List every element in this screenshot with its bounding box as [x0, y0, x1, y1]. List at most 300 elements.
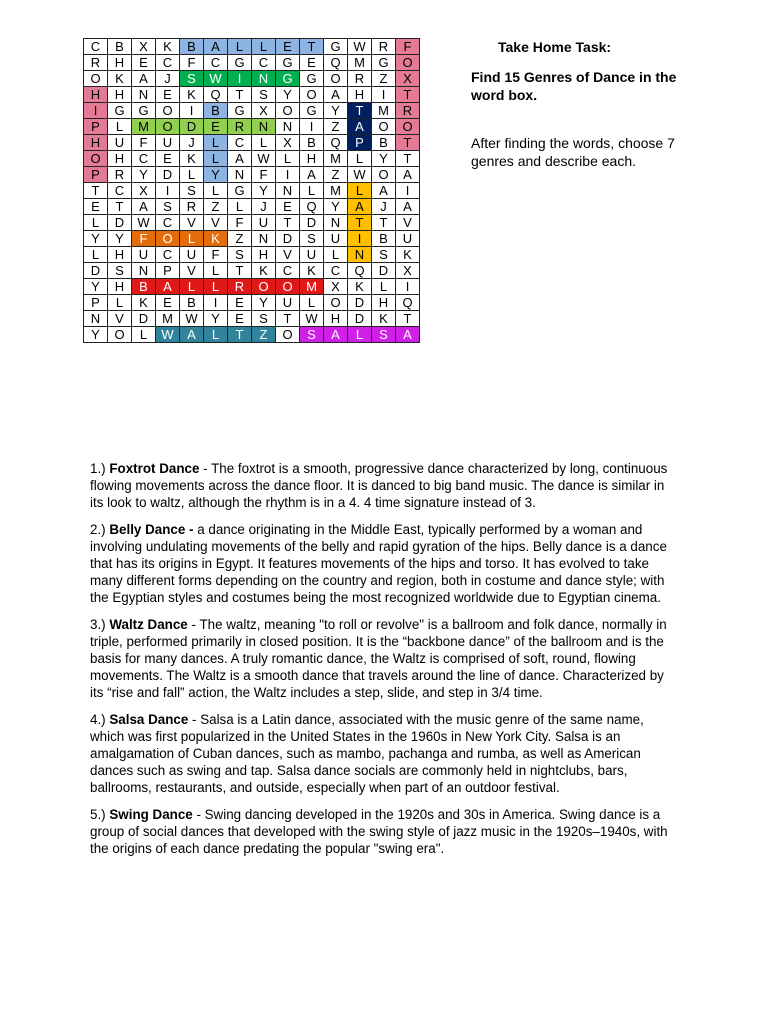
grid-cell: Y [84, 279, 108, 295]
grid-cell: A [180, 327, 204, 343]
grid-cell: H [348, 87, 372, 103]
grid-cell: B [300, 135, 324, 151]
grid-cell: G [372, 55, 396, 71]
grid-cell: T [348, 215, 372, 231]
grid-cell: Y [108, 231, 132, 247]
grid-cell: C [156, 247, 180, 263]
grid-cell: O [156, 119, 180, 135]
grid-row [84, 151, 420, 167]
grid-cell: B [132, 279, 156, 295]
grid-row [84, 71, 420, 87]
grid-cell: K [180, 151, 204, 167]
task-subheading: Find 15 Genres of Dance in the word box. [471, 69, 677, 103]
grid-row [84, 103, 420, 119]
grid-cell: I [276, 167, 300, 183]
grid-cell: F [228, 215, 252, 231]
grid-row [84, 215, 420, 231]
grid-cell: L [204, 151, 228, 167]
grid-cell: N [324, 215, 348, 231]
grid-row [84, 135, 420, 151]
grid-cell: A [396, 167, 420, 183]
grid-cell: C [228, 135, 252, 151]
grid-cell: K [348, 279, 372, 295]
task-instruction: After finding the words, choose 7 genres and describe each. [471, 135, 675, 169]
grid-row [84, 167, 420, 183]
grid-cell: K [300, 263, 324, 279]
grid-cell: U [252, 215, 276, 231]
item-separator: - [188, 712, 201, 727]
grid-cell: L [180, 279, 204, 295]
essay-item [90, 806, 680, 857]
grid-cell: O [276, 279, 300, 295]
grid-cell: S [372, 327, 396, 343]
grid-cell: T [396, 135, 420, 151]
grid-cell: S [300, 231, 324, 247]
grid-cell: K [372, 311, 396, 327]
grid-cell: V [204, 215, 228, 231]
grid-cell: K [396, 247, 420, 263]
grid-cell: X [132, 39, 156, 55]
grid-cell: L [180, 231, 204, 247]
grid-cell: T [228, 263, 252, 279]
grid-cell: I [204, 295, 228, 311]
grid-cell: B [372, 231, 396, 247]
grid-cell: L [204, 279, 228, 295]
grid-cell: L [324, 247, 348, 263]
grid-cell: Q [204, 87, 228, 103]
grid-cell: D [348, 311, 372, 327]
grid-cell: O [396, 119, 420, 135]
grid-cell: A [372, 183, 396, 199]
grid-cell: O [108, 327, 132, 343]
grid-cell: N [276, 119, 300, 135]
grid-cell: L [348, 183, 372, 199]
grid-cell: M [132, 119, 156, 135]
grid-cell: J [156, 71, 180, 87]
grid-row [84, 87, 420, 103]
grid-cell: G [300, 71, 324, 87]
grid-cell: S [156, 199, 180, 215]
item-separator: - [187, 617, 200, 632]
grid-cell: G [300, 103, 324, 119]
grid-cell: H [108, 55, 132, 71]
item-number: 4.) [90, 712, 106, 727]
grid-cell: C [324, 263, 348, 279]
item-number: 3.) [90, 617, 106, 632]
grid-cell: L [204, 135, 228, 151]
grid-cell: Y [204, 167, 228, 183]
grid-cell: X [324, 279, 348, 295]
grid-cell: Y [84, 327, 108, 343]
grid-cell: U [132, 247, 156, 263]
grid-cell: E [276, 39, 300, 55]
grid-cell: Z [204, 199, 228, 215]
grid-cell: O [300, 87, 324, 103]
grid-cell: G [228, 55, 252, 71]
grid-cell: Q [300, 199, 324, 215]
grid-cell: Z [228, 231, 252, 247]
grid-cell: T [108, 199, 132, 215]
grid-cell: H [372, 295, 396, 311]
grid-cell: P [84, 119, 108, 135]
grid-cell: R [396, 103, 420, 119]
essay-item [90, 521, 680, 606]
grid-cell: L [108, 295, 132, 311]
grid-cell: Q [324, 55, 348, 71]
grid-cell: A [156, 279, 180, 295]
grid-cell: Z [372, 71, 396, 87]
grid-cell: T [276, 311, 300, 327]
grid-cell: J [252, 199, 276, 215]
grid-cell: L [228, 199, 252, 215]
grid-cell: H [108, 87, 132, 103]
grid-cell: T [228, 87, 252, 103]
grid-cell: L [204, 183, 228, 199]
word-search-grid [83, 38, 420, 343]
grid-row [84, 199, 420, 215]
grid-cell: A [204, 39, 228, 55]
grid-cell: E [84, 199, 108, 215]
grid-cell: D [300, 215, 324, 231]
grid-cell: W [204, 71, 228, 87]
grid-cell: X [252, 103, 276, 119]
grid-cell: Z [324, 119, 348, 135]
grid-cell: Y [372, 151, 396, 167]
grid-cell: T [84, 183, 108, 199]
grid-cell: E [228, 295, 252, 311]
grid-cell: E [228, 311, 252, 327]
grid-cell: W [348, 39, 372, 55]
grid-cell: V [180, 215, 204, 231]
grid-cell: N [84, 311, 108, 327]
grid-cell: P [156, 263, 180, 279]
grid-cell: K [108, 71, 132, 87]
grid-row [84, 279, 420, 295]
grid-cell: D [348, 295, 372, 311]
grid-cell: R [348, 71, 372, 87]
grid-cell: H [108, 247, 132, 263]
grid-cell: S [372, 247, 396, 263]
grid-cell: T [396, 151, 420, 167]
grid-cell: Y [324, 103, 348, 119]
grid-row [84, 295, 420, 311]
grid-cell: E [132, 55, 156, 71]
grid-cell: F [132, 135, 156, 151]
grid-cell: A [348, 199, 372, 215]
grid-cell: A [228, 151, 252, 167]
grid-cell: M [156, 311, 180, 327]
grid-cell: V [108, 311, 132, 327]
grid-cell: N [132, 87, 156, 103]
grid-cell: M [324, 151, 348, 167]
grid-cell: X [132, 183, 156, 199]
grid-cell: P [84, 167, 108, 183]
grid-cell: W [300, 311, 324, 327]
grid-cell: C [204, 55, 228, 71]
item-text: a dance originating in the Middle East, typically performed by a woman and involving undulating movements of the belly and rapid gyration of the hips. Belly dance is a dance that has its origins in Egypt. It features movements of the hips and torso. It has evolved to take many different forms depending on the country and region, both in costume and dance style; with the Egyptian styles and costumes being the most recognized worldwide due to Egyptian cinema. [90, 522, 667, 605]
grid-cell: O [324, 295, 348, 311]
grid-cell: L [204, 263, 228, 279]
grid-cell: N [348, 247, 372, 263]
grid-cell: F [132, 231, 156, 247]
grid-cell: Y [252, 183, 276, 199]
grid-cell: D [132, 311, 156, 327]
grid-cell: Y [324, 199, 348, 215]
grid-cell: S [252, 87, 276, 103]
grid-cell: C [132, 151, 156, 167]
grid-cell: I [300, 119, 324, 135]
grid-cell: L [84, 247, 108, 263]
grid-cell: N [228, 167, 252, 183]
grid-row [84, 183, 420, 199]
grid-cell: G [228, 103, 252, 119]
grid-cell: U [276, 295, 300, 311]
grid-cell: C [276, 263, 300, 279]
grid-cell: R [84, 55, 108, 71]
grid-cell: A [132, 199, 156, 215]
grid-cell: O [252, 279, 276, 295]
grid-cell: A [396, 199, 420, 215]
grid-cell: W [348, 167, 372, 183]
grid-cell: H [84, 135, 108, 151]
grid-cell: G [132, 103, 156, 119]
grid-cell: D [372, 263, 396, 279]
item-title: Waltz Dance [109, 617, 188, 632]
grid-cell: E [156, 87, 180, 103]
grid-cell: B [180, 39, 204, 55]
grid-cell: L [180, 167, 204, 183]
grid-cell: Q [348, 263, 372, 279]
grid-cell: N [252, 231, 276, 247]
grid-cell: M [324, 183, 348, 199]
grid-row [84, 55, 420, 71]
grid-cell: Y [132, 167, 156, 183]
grid-cell: O [156, 103, 180, 119]
grid-cell: V [276, 247, 300, 263]
grid-cell: L [300, 183, 324, 199]
grid-cell: E [276, 199, 300, 215]
grid-cell: I [228, 71, 252, 87]
task-heading: Take Home Task: [498, 39, 612, 55]
grid-row [84, 311, 420, 327]
grid-cell: E [204, 119, 228, 135]
grid-cell: B [180, 295, 204, 311]
grid-cell: G [276, 55, 300, 71]
grid-cell: A [396, 327, 420, 343]
grid-cell: U [396, 231, 420, 247]
grid-cell: I [396, 279, 420, 295]
grid-cell: Z [324, 167, 348, 183]
grid-cell: D [108, 215, 132, 231]
grid-cell: I [84, 103, 108, 119]
grid-cell: T [396, 87, 420, 103]
item-text: The waltz, meaning "to roll or revolve" is a ballroom and folk dance, normally in triple, performed primarily in closed position. It is the “backbone dance” of the ballroom and is the basis for many dances. A truly romantic dance, the Waltz is comprised of soft, round, flowing movements. The Waltz is a smooth dance that travels around the line of dance. Characterized by its “rise and fall” action, the Waltz includes a step, slide, and step in 3/4 time. [90, 617, 667, 700]
grid-cell: C [108, 183, 132, 199]
grid-cell: X [276, 135, 300, 151]
grid-cell: E [156, 295, 180, 311]
grid-cell: J [180, 135, 204, 151]
grid-cell: K [180, 87, 204, 103]
grid-cell: I [396, 183, 420, 199]
grid-cell: O [396, 55, 420, 71]
grid-cell: C [252, 55, 276, 71]
grid-cell: F [180, 55, 204, 71]
grid-cell: F [204, 247, 228, 263]
grid-cell: K [252, 263, 276, 279]
grid-cell: H [324, 311, 348, 327]
grid-cell: I [180, 103, 204, 119]
grid-cell: S [108, 263, 132, 279]
grid-cell: T [276, 215, 300, 231]
grid-cell: H [108, 279, 132, 295]
essay-item [90, 711, 680, 796]
grid-cell: W [252, 151, 276, 167]
grid-cell: H [84, 87, 108, 103]
grid-cell: G [324, 39, 348, 55]
grid-row [84, 119, 420, 135]
grid-cell: V [180, 263, 204, 279]
grid-cell: B [372, 135, 396, 151]
grid-cell: E [300, 55, 324, 71]
grid-cell: O [372, 167, 396, 183]
item-text: Swing dancing developed in the 1920s and 30s in America. Swing dance is a group of social dances that developed with the swing style of jazz music in the 1920s–1940s, with the origins of each dance predating the popular "swing era". [90, 807, 668, 856]
grid-cell: N [252, 71, 276, 87]
grid-cell: E [156, 151, 180, 167]
grid-cell: S [180, 183, 204, 199]
item-title: Swing Dance [109, 807, 193, 822]
grid-cell: U [108, 135, 132, 151]
grid-cell: F [396, 39, 420, 55]
grid-cell: L [348, 151, 372, 167]
grid-cell: T [300, 39, 324, 55]
grid-cell: P [348, 135, 372, 151]
grid-cell: M [372, 103, 396, 119]
grid-cell: H [108, 151, 132, 167]
grid-cell: A [300, 167, 324, 183]
grid-cell: W [132, 215, 156, 231]
grid-cell: O [372, 119, 396, 135]
grid-cell: L [276, 151, 300, 167]
grid-cell: Y [276, 87, 300, 103]
grid-row [84, 327, 420, 343]
dance-descriptions [90, 460, 680, 867]
grid-cell: R [228, 119, 252, 135]
grid-cell: W [156, 327, 180, 343]
grid-cell: S [228, 247, 252, 263]
grid-cell: L [204, 327, 228, 343]
grid-cell: B [108, 39, 132, 55]
grid-cell: L [372, 279, 396, 295]
grid-cell: D [84, 263, 108, 279]
task-panel [471, 38, 691, 170]
grid-cell: D [180, 119, 204, 135]
grid-cell: O [156, 231, 180, 247]
grid-cell: T [396, 311, 420, 327]
grid-cell: T [348, 103, 372, 119]
grid-row [84, 231, 420, 247]
grid-cell: U [180, 247, 204, 263]
grid-cell: L [348, 327, 372, 343]
grid-cell: R [372, 39, 396, 55]
grid-cell: L [300, 295, 324, 311]
grid-cell: A [132, 71, 156, 87]
item-separator: - [199, 461, 212, 476]
grid-cell: Y [204, 311, 228, 327]
grid-cell: L [228, 39, 252, 55]
grid-row [84, 247, 420, 263]
grid-cell: R [180, 199, 204, 215]
grid-cell: I [348, 231, 372, 247]
grid-cell: K [156, 39, 180, 55]
grid-cell: I [372, 87, 396, 103]
item-number: 5.) [90, 807, 106, 822]
grid-cell: M [348, 55, 372, 71]
grid-cell: C [84, 39, 108, 55]
grid-cell: W [180, 311, 204, 327]
grid-cell: X [396, 263, 420, 279]
grid-cell: Z [252, 327, 276, 343]
grid-cell: O [84, 71, 108, 87]
grid-cell: B [204, 103, 228, 119]
grid-cell: Q [396, 295, 420, 311]
grid-cell: A [348, 119, 372, 135]
item-number: 2.) [90, 522, 106, 537]
item-title: Belly Dance - [109, 522, 194, 537]
grid-cell: G [276, 71, 300, 87]
grid-cell: Q [324, 135, 348, 151]
grid-cell: N [276, 183, 300, 199]
grid-cell: P [84, 295, 108, 311]
grid-cell: D [156, 167, 180, 183]
grid-cell: H [300, 151, 324, 167]
grid-cell: O [276, 103, 300, 119]
grid-cell: V [396, 215, 420, 231]
grid-cell: T [228, 327, 252, 343]
item-title: Foxtrot Dance [109, 461, 200, 476]
grid-cell: K [132, 295, 156, 311]
grid-cell: J [372, 199, 396, 215]
grid-cell: U [324, 231, 348, 247]
grid-row [84, 39, 420, 55]
grid-cell: L [252, 135, 276, 151]
grid-cell: K [204, 231, 228, 247]
grid-cell: G [228, 183, 252, 199]
grid-cell: Y [252, 295, 276, 311]
grid-cell: I [156, 183, 180, 199]
grid-cell: S [300, 327, 324, 343]
grid-cell: A [324, 327, 348, 343]
grid-cell: L [252, 39, 276, 55]
item-title: Salsa Dance [109, 712, 189, 727]
grid-cell: R [228, 279, 252, 295]
essay-item [90, 460, 680, 511]
grid-cell: C [156, 55, 180, 71]
item-separator: - [192, 807, 205, 822]
essay-item [90, 616, 680, 701]
grid-cell: G [108, 103, 132, 119]
grid-cell: L [132, 327, 156, 343]
grid-cell: H [252, 247, 276, 263]
grid-cell: T [372, 215, 396, 231]
grid-cell: S [180, 71, 204, 87]
grid-cell: X [396, 71, 420, 87]
item-text: Salsa is a Latin dance, associated with the music genre of the same name, which was first popularized in the United States in the 1960s in New York City. Salsa is an amalgamation of Cuban dances, such as mambo, pachanga and rumba, as well as American dances such as swing and tap. Salsa dance socials are commonly held in nightclubs, bars, ballrooms, restaurants, and outside, especially when part of an outdoor festival. [90, 712, 644, 795]
grid-cell: L [108, 119, 132, 135]
grid-cell: M [300, 279, 324, 295]
grid-cell: D [276, 231, 300, 247]
item-text: The foxtrot is a smooth, progressive dance characterized by long, continuous flowing movements across the dance floor. It is danced to big band music. The dance is similar in its look to waltz, although the rhythm is in a 4. 4 time signature instead of 3. [90, 461, 668, 510]
grid-cell: O [276, 327, 300, 343]
